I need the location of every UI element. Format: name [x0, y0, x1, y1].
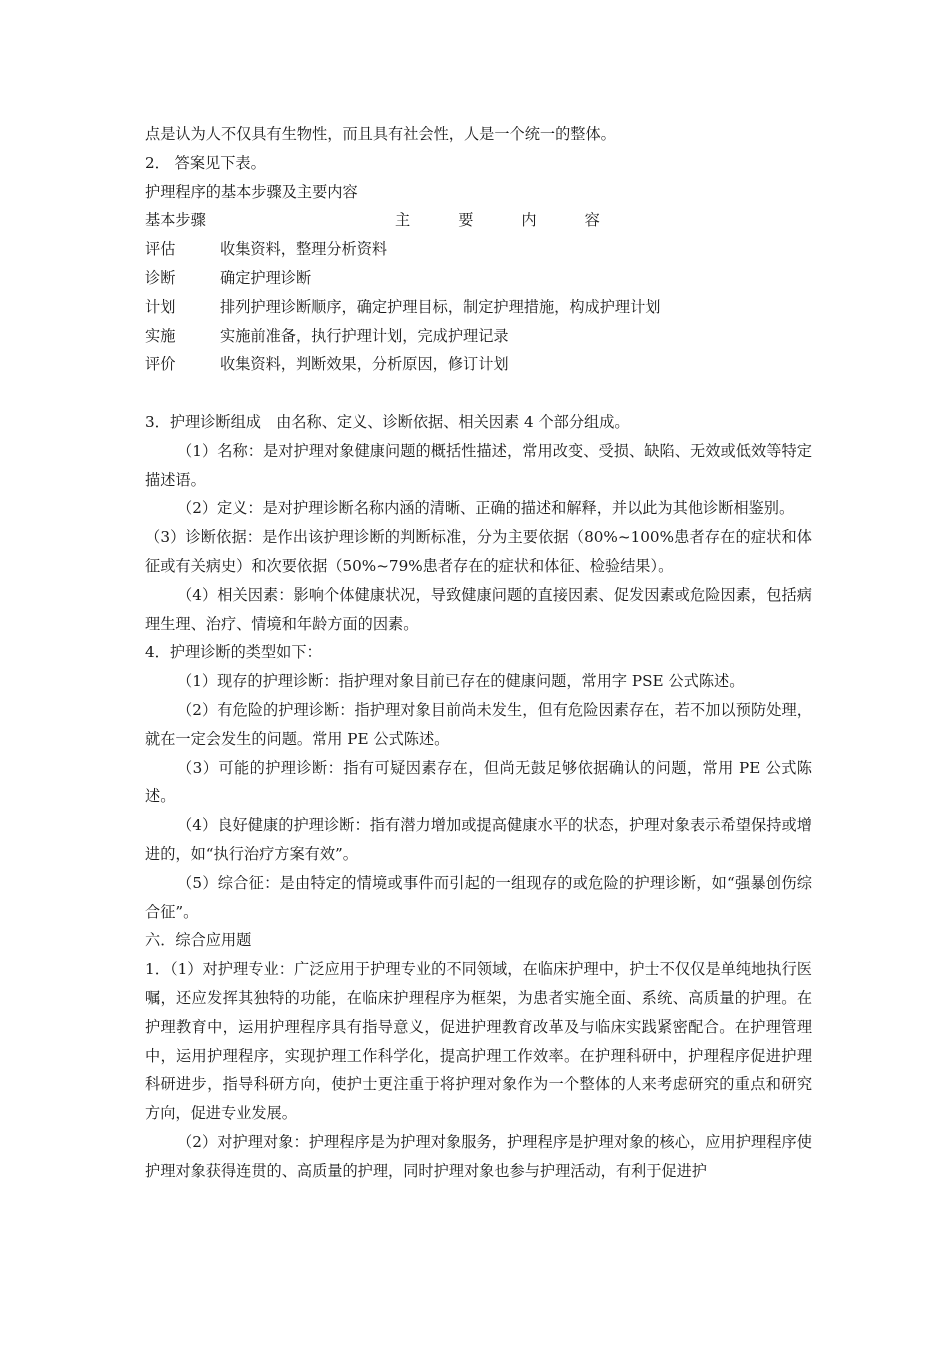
section4-paragraph-risk: （2）有危险的护理诊断：指护理对象目前尚未发生，但有危险因素存在，若不加以预防处理，就在一定会发生的问题。常用 PE 公式陈述。: [145, 700, 812, 748]
table-header-content: 主要内容: [395, 211, 648, 230]
section4-paragraph-actual: （1）现存的护理诊断：指护理对象目前已存在的健康问题，常用字 PSE 公式陈述。: [177, 672, 745, 691]
table-row: [145, 293, 812, 322]
blank-line: [145, 379, 812, 408]
table-row: [145, 322, 812, 351]
section4-paragraph-possible: （3）可能的护理诊断：指有可疑因素存在，但尚无鼓足够依据确认的问题，常用 PE 公式陈述。: [145, 758, 812, 806]
section4-heading: 4．护理诊断的类型如下：: [145, 643, 322, 662]
table-row: [145, 235, 812, 264]
table-cell-step: 评估: [145, 240, 176, 259]
table-cell-step: 诊断: [145, 268, 176, 287]
table-cell-content: 排列护理诊断顺序，确定护理目标，制定护理措施，构成护理计划: [220, 297, 661, 316]
table-row: [145, 264, 812, 293]
nursing-process-table: [145, 206, 812, 379]
section3-paragraph-name: （1）名称：是对护理对象健康问题的概括性描述，常用改变、受损、缺陷、无效或低效等特定描述语。: [145, 441, 812, 489]
text-line: 点是认为人不仅具有生物性，而且具有社会性，人是一个统一的整体。: [145, 125, 616, 143]
table-header-row: [145, 206, 812, 235]
section3-heading: 3．护理诊断组成 由名称、定义、诊断依据、相关因素 4 个部分组成。: [145, 412, 630, 431]
section3-paragraph-factors: （4）相关因素：影响个体健康状况，导致健康问题的直接因素、促发因素或危险因素，包括病理生理、治疗、情境和年龄方面的因素。: [145, 585, 812, 633]
section6-heading: 六．综合应用题: [145, 931, 252, 950]
table-row: [145, 350, 812, 379]
section4-paragraph-wellness: （4）良好健康的护理诊断：指有潜力增加或提高健康水平的状态，护理对象表示希望保持或增进的，如“执行治疗方案有效”。: [145, 816, 812, 863]
table-cell-content: 收集资料，整理分析资料: [220, 240, 388, 259]
section3-paragraph-definition: （2）定义：是对护理诊断名称内涵的清晰、正确的描述和解释，并以此为其他诊断相鉴别。: [177, 499, 795, 518]
answer-intro: 2． 答案见下表。: [145, 153, 266, 172]
document-page: [145, 120, 812, 1185]
table-cell-content: 确定护理诊断: [220, 268, 312, 287]
table-cell-step: 计划: [145, 297, 176, 316]
table-cell-content: 收集资料，判断效果，分析原因，修订计划: [220, 355, 509, 374]
section3-paragraph-basis: （3）诊断依据：是作出该护理诊断的判断标准，分为主要依据（80%~100%患者存在的症状和体征或有关病史）和次要依据（50%~79%患者存在的症状和体征、检验结果）。: [145, 528, 812, 575]
table-cell-step: 实施: [145, 326, 176, 345]
table-cell-step: 评价: [145, 355, 176, 374]
table-cell-content: 实施前准备，执行护理计划，完成护理记录: [220, 326, 509, 345]
table-header-step: 基本步骤: [145, 211, 206, 230]
section6-paragraph-patient: （2）对护理对象：护理程序是为护理对象服务，护理程序是护理对象的核心，应用护理程序使护理对象获得连贯的、高质量的护理，同时护理对象也参与护理活动，有利于促进护: [145, 1132, 812, 1180]
section4-paragraph-syndrome: （5）综合征：是由特定的情境或事件而引起的一组现存的或危险的护理诊断，如“强暴创伤综合征”。: [145, 873, 812, 921]
table-title: 护理程序的基本步骤及主要内容: [145, 182, 358, 201]
section6-paragraph-profession: 1．（1）对护理专业：广泛应用于护理专业的不同领域，在临床护理中，护士不仅仅是单纯地执行医嘱，还应发挥其独特的功能，在临床护理程序为框架，为患者实施全面、系统、高质量的护理。在护理教育中，运用护理程序具有指导意义，促进护理教育改革及与临床实践紧密配合。在护理管理中，运用护理程序，实现护理工作科学化，提高护理工作效率。在护理科研中，护理程序促进护理科研进步，指导科研方向，使护士更注重于将护理对象作为一个整体的人来考虑研究的重点和研究方向，促进专业发展。: [145, 960, 812, 1123]
